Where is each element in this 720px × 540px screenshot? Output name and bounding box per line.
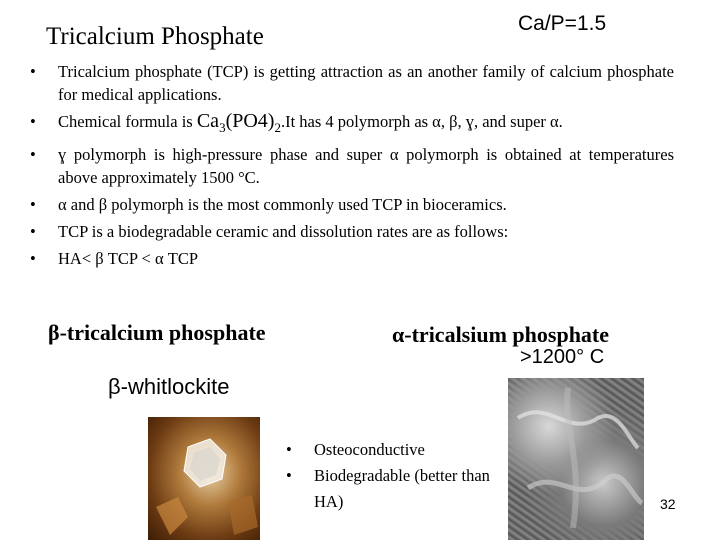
bullet-icon: • (286, 466, 292, 485)
alpha-tcp-sem-image (508, 378, 644, 540)
bullet-list (30, 60, 674, 274)
formula-ca: Ca (196, 110, 220, 132)
sem-texture-icon (508, 378, 644, 540)
bullet-icon: • (30, 145, 36, 164)
bullet-icon: • (30, 195, 36, 214)
property-text: Biodegradable (better than HA) (314, 466, 490, 511)
bullet-icon: • (286, 440, 292, 459)
properties-list (286, 437, 496, 515)
property-item (286, 463, 496, 515)
formula-suffix: .It has 4 polymorph as α, β, ɣ, and super α. (280, 112, 563, 131)
bullet-item (30, 110, 674, 139)
bullet-text: α and β polymorph is the most commonly used TCP in bioceramics. (58, 195, 507, 214)
beta-whitlockite-label: β-whitlockite (108, 374, 230, 399)
bullet-icon: • (30, 62, 36, 81)
bullet-text: ɣ polymorph is high-pressure phase and super α polymorph is obtained at temperatures above approximately 1500 °C. (58, 145, 674, 187)
bullet-icon: • (30, 112, 36, 131)
bullet-item (30, 220, 674, 243)
alpha-temperature: >1200° C (520, 346, 605, 368)
bullet-text: Tricalcium phosphate (TCP) is getting attraction as an another family of calcium phosphate for medical applications. (58, 62, 674, 104)
bullet-text: HA< β TCP < α TCP (58, 249, 199, 268)
bullet-icon: • (30, 249, 36, 268)
bullet-item (30, 143, 674, 189)
property-item (286, 437, 496, 463)
bullet-text: TCP is a biodegradable ceramic and dissolution rates are as follows: (58, 222, 509, 241)
slide-title: Tricalcium Phosphate (46, 23, 264, 50)
formula-sub-3: 3 (219, 120, 226, 135)
chemical-formula (196, 110, 281, 135)
page-number: 32 (660, 496, 676, 512)
bullet-item (30, 193, 674, 216)
bullet-item (30, 247, 674, 270)
ca-p-ratio: Ca/P=1.5 (518, 12, 607, 35)
alpha-tcp-heading: α-tricalsium phosphate (392, 322, 610, 347)
whitlockite-crystal-photo (148, 417, 260, 540)
bullet-item (30, 60, 674, 106)
bullet-icon: • (30, 222, 36, 241)
beta-tcp-heading: β-tricalcium phosphate (48, 320, 266, 345)
formula-sub-2: 2 (274, 120, 281, 135)
property-text: Osteoconductive (314, 440, 425, 459)
formula-prefix: Chemical formula is (58, 112, 197, 131)
formula-po4: (PO4) (225, 110, 275, 132)
crystal-icon (148, 417, 260, 540)
